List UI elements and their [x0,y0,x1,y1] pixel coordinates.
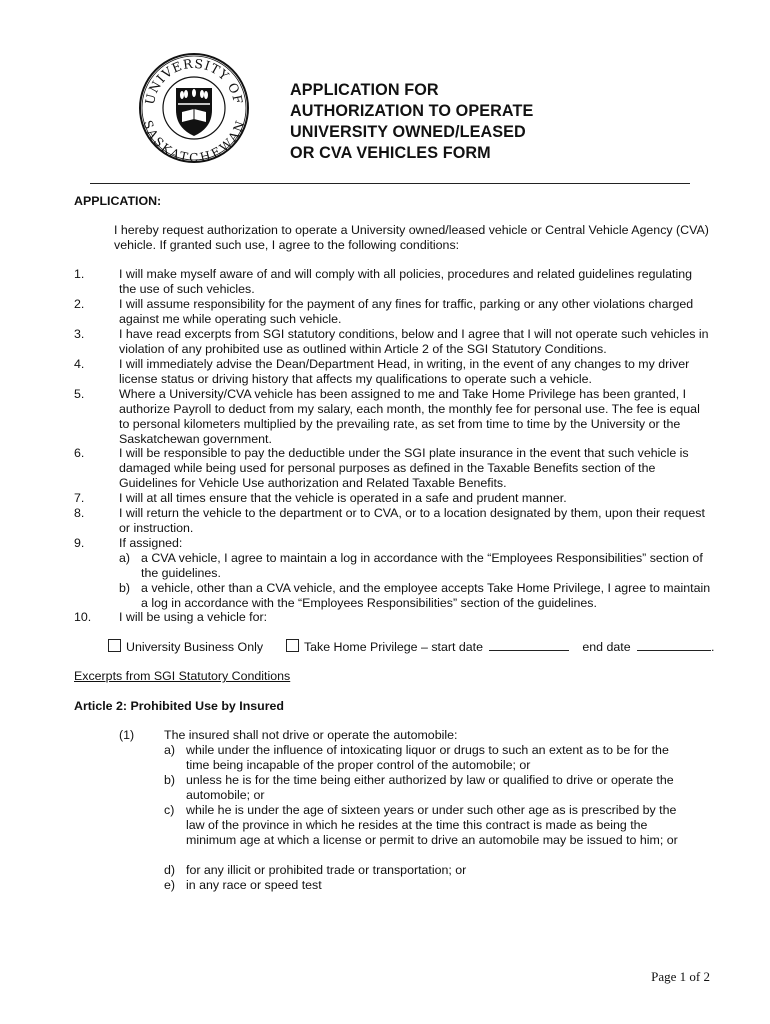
condition-number: 8. [74,506,85,520]
university-seal-logo [138,52,250,164]
header-divider [90,183,690,184]
article-title: Article 2: Prohibited Use by Insured [74,699,284,713]
prohibited-text: while under the influence of intoxicating liquor or drugs to such an extent as to be for the time being incapable of the proper control of the automobile; or [186,743,669,772]
application-intro: I hereby request authorization to operate a University owned/leased vehicle or Central Vehicle Agency (CVA) vehicle. If granted such use, I agree to the following conditions: [114,223,709,252]
page-number: Page 1 of 2 [651,969,710,984]
seal-text-bottom: SASKATCHEWAN [140,118,248,164]
prohibited-letter: b) [164,773,176,787]
condition-text: I have read excerpts from SGI statutory conditions, below and I agree that I will not operate such vehicles in violation of any prohibited use as outlined within Article 2 of the SGI Statutory Conditions. [119,327,709,356]
condition-number: 4. [74,357,85,371]
take-home-label: Take Home Privilege – start date [303,640,483,654]
prohibited-letter: d) [164,863,176,877]
vehicle-use-options [108,639,715,655]
end-punct: . [711,640,715,654]
university-business-label: University Business Only [126,640,264,654]
prohibited-letter: c) [164,803,175,817]
condition-number: 3. [74,327,85,341]
prohibited-text: while he is under the age of sixteen years or under such other age as is prescribed by the law of the province in which he resides at the time this contract is made as being the minimum age at which a license or permit to drive an automobile may be issued to him; or [186,803,678,847]
clause-number: (1) [119,728,135,742]
condition-number: 2. [74,297,85,311]
seal-text-top: UNIVERSITY OF [141,55,246,106]
subitem-text: a vehicle, other than a CVA vehicle, and the employee accepts Take Home Privilege, I agree to maintain a log in accordance with the “Employees Responsibilities” section of the guidelines. [141,581,711,610]
title-line-1: APPLICATION FOR [290,81,439,99]
title-line-4: OR CVA VEHICLES FORM [290,144,491,162]
subitem-letter: b) [119,581,131,595]
prohibited-letter: a) [164,743,176,757]
condition-text: I will be responsible to pay the deductible under the SGI plate insurance in the event that such vehicle is damaged while being used for personal purposes as defined in the Taxable Benefits section of the Guidelines for Vehicle Use authorization and Related Taxable Benefits. [119,446,689,490]
title-line-2: AUTHORIZATION TO OPERATE [290,102,534,120]
condition-text: If assigned: [119,536,183,550]
subitem-letter: a) [119,551,131,565]
condition-number: 6. [74,446,85,460]
take-home-checkbox[interactable] [286,639,299,652]
start-date-field[interactable] [489,640,569,651]
prohibited-text: in any race or speed test [186,878,322,892]
end-date-label: end date [582,640,631,654]
prohibited-letter: e) [164,878,176,892]
condition-text: Where a University/CVA vehicle has been assigned to me and Take Home Privilege has been granted, I authorize Payroll to deduct from my salary, each month, the monthly fee for personal use. The fee is equal to personal kilometers multiplied by the prevailing rate, as set from time to time by the University or the Saskatchewan government. [119,387,700,446]
condition-text: I will immediately advise the Dean/Department Head, in writing, in the event of any changes to my driver license status or driving history that affects my qualifications to operate such a vehicle. [119,357,690,386]
form-title [290,80,533,164]
condition-text: I will assume responsibility for the payment of any fines for traffic, parking or any other violations charged against me while operating such vehicle. [119,297,694,326]
condition-number: 1. [74,267,85,281]
condition-number: 7. [74,491,85,505]
condition-text: I will make myself aware of and will comply with all policies, procedures and related guidelines regulating the use of such vehicles. [119,267,693,296]
prohibited-text: for any illicit or prohibited trade or transportation; or [186,863,467,877]
university-business-checkbox[interactable] [108,639,121,652]
condition-text: I will at all times ensure that the vehicle is operated in a safe and prudent manner. [119,491,567,505]
condition-text: I will return the vehicle to the department or to CVA, or to a location designated by them, upon their request or instruction. [119,506,705,535]
subitem-text: a CVA vehicle, I agree to maintain a log in accordance with the “Employees Responsibilities” section of the guidelines. [141,551,703,580]
condition-number: 9. [74,536,85,550]
condition-number: 5. [74,387,85,401]
condition-number: 10. [74,610,92,624]
end-date-field[interactable] [637,640,711,651]
title-line-3: UNIVERSITY OWNED/LEASED [290,123,526,141]
application-label: APPLICATION: [74,194,162,208]
clause-intro: The insured shall not drive or operate the automobile: [164,728,458,742]
prohibited-text: unless he is for the time being either authorized by law or qualified to drive or operate the automobile; or [186,773,674,802]
excerpts-heading: Excerpts from SGI Statutory Conditions [74,669,291,683]
condition-text: I will be using a vehicle for: [119,610,268,624]
